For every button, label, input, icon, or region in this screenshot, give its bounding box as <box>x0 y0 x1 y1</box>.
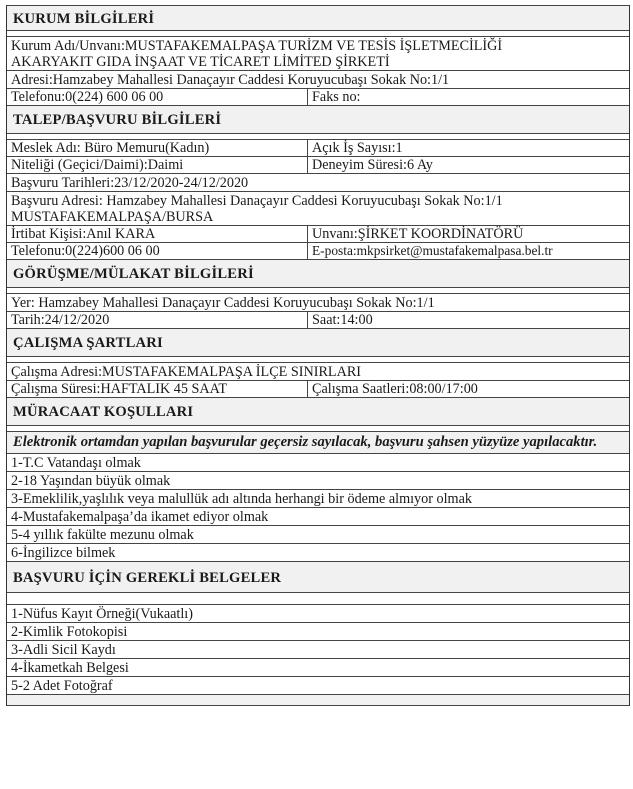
gorusme-tarih: Tarih:24/12/2020 <box>7 312 308 328</box>
calisma-adres: Çalışma Adresi:MUSTAFAKEMALPAŞA İLÇE SINIRLARI <box>7 362 629 380</box>
muracaat-item: 6-İngilizce bilmek <box>7 543 629 561</box>
section-belgeler-title: BAŞVURU İÇİN GEREKLİ BELGELER <box>7 561 629 592</box>
talep-unvan: Unvanı:ŞİRKET KOORDİNATÖRÜ <box>312 226 524 242</box>
talep-irtibat: İrtibat Kişisi:Anıl KARA <box>7 226 308 242</box>
belge-item: 5-2 Adet Fotoğraf <box>7 676 629 694</box>
talep-telefon: Telefonu:0(224)600 06 00 <box>7 243 308 259</box>
muracaat-item: 1-T.C Vatandaşı olmak <box>7 453 629 471</box>
talep-meslek-row <box>7 139 629 156</box>
section-talep-title: TALEP/BAŞVURU BİLGİLERİ <box>7 105 629 133</box>
muracaat-item: 3-Emeklilik,yaşlılık veya malullük adı altında herhangi bir ödeme almıyor olmak <box>7 489 629 507</box>
talep-meslek: Meslek Adı: Büro Memuru(Kadın) <box>7 140 308 156</box>
job-posting-form <box>6 5 630 706</box>
muracaat-item: 2-18 Yaşından büyük olmak <box>7 471 629 489</box>
talep-deneyim: Deneyim Süresi:6 Ay <box>312 157 433 173</box>
talep-nitelik-row <box>7 156 629 173</box>
section-muracaat-title: MÜRACAAT KOŞULLARI <box>7 397 629 425</box>
talep-adres: Başvuru Adresi: Hamzabey Mahallesi Danaçayır Caddesi Koruyucubaşı Sokak No:1/1 MUSTAFAKEMALPAŞA/BURSA <box>7 191 629 225</box>
belge-item: 2-Kimlik Fotokopisi <box>7 622 629 640</box>
section-calisma-title: ÇALIŞMA ŞARTLARI <box>7 328 629 356</box>
kurum-telefon: Telefonu:0(224) 600 06 00 <box>7 89 308 105</box>
section-kurum-title: KURUM BİLGİLERİ <box>7 5 629 30</box>
kurum-telefon-row <box>7 88 629 105</box>
section-gorusme-title: GÖRÜŞME/MÜLAKAT BİLGİLERİ <box>7 259 629 287</box>
gorusme-saat: Saat:14:00 <box>312 312 373 328</box>
calisma-sure: Çalışma Süresi:HAFTALIK 45 SAAT <box>7 381 308 397</box>
kurum-adi: Kurum Adı/Unvanı:MUSTAFAKEMALPAŞA TURİZM VE TESİS İŞLETMECİLİĞİ AKARYAKIT GIDA İNŞAAT VE TİCARET LİMİTED ŞİRKETİ <box>7 36 629 70</box>
muracaat-item: 5-4 yıllık fakülte mezunu olmak <box>7 525 629 543</box>
kurum-faks: Faks no: <box>312 89 361 105</box>
gorusme-yer: Yer: Hamzabey Mahallesi Danaçayır Caddesi Koruyucubaşı Sokak No:1/1 <box>7 293 629 311</box>
belge-item: 4-İkametkah Belgesi <box>7 658 629 676</box>
section-footer-strip <box>7 694 629 706</box>
talep-irtibat-row <box>7 225 629 242</box>
calisma-saatler: Çalışma Saatleri:08:00/17:00 <box>312 381 478 397</box>
muracaat-item: 4-Mustafakemalpaşa’da ikamet ediyor olmak <box>7 507 629 525</box>
calisma-sure-row <box>7 380 629 397</box>
gorusme-tarih-row <box>7 311 629 328</box>
talep-tarihler: Başvuru Tarihleri:23/12/2020-24/12/2020 <box>7 173 629 191</box>
kurum-adres: Adresi:Hamzabey Mahallesi Danaçayır Caddesi Koruyucubaşı Sokak No:1/1 <box>7 70 629 88</box>
talep-telefon-row <box>7 242 629 259</box>
talep-eposta: E-posta:mkpsirket@mustafakemalpasa.bel.tr <box>312 243 553 258</box>
belge-item: 1-Nüfus Kayıt Örneği(Vukaatlı) <box>7 604 629 622</box>
divider <box>7 592 629 604</box>
talep-acik-is: Açık İş Sayısı:1 <box>312 140 403 156</box>
muracaat-note: Elektronik ortamdan yapılan başvurular geçersiz sayılacak, başvuru şahsen yüzyüze yapılacaktır. <box>7 431 629 453</box>
talep-niteligi: Niteliği (Geçici/Daimi):Daimi <box>7 157 308 173</box>
belge-item: 3-Adli Sicil Kaydı <box>7 640 629 658</box>
